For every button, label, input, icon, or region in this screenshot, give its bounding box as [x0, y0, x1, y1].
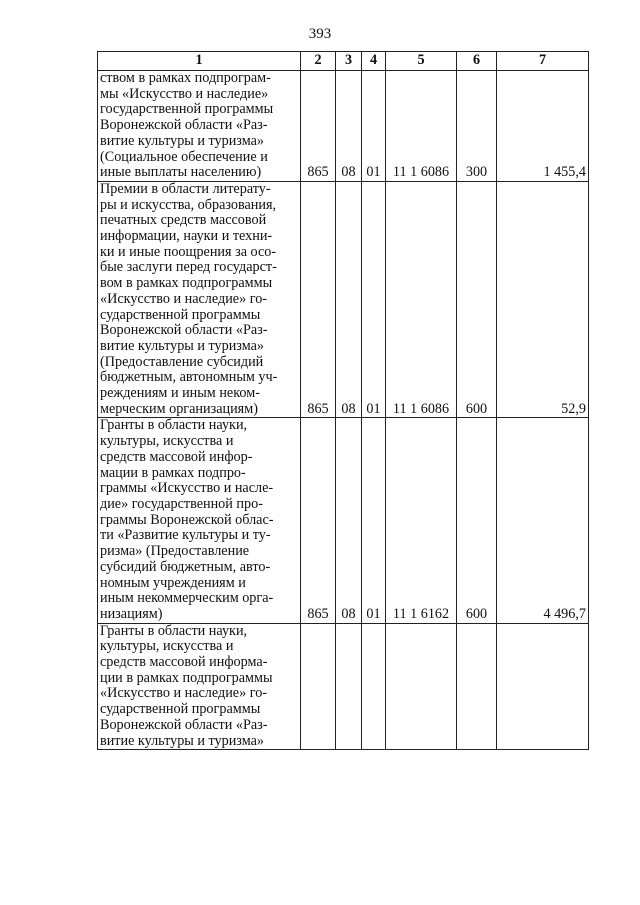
row-subsection-code: 01 [362, 71, 386, 182]
row-description: Гранты в области науки, культуры, искусства и средств массовой инфор- мации в рамках подпро- граммы «Искусство и насле- дие» государственной про- граммы Воронежской облас- ти «Развитие культуры и ту- ризма» (Предоставление субсидий бюджетным, авто- номным учреждениям и иным некоммерческим орга- низациям) [98, 418, 301, 623]
budget-table [97, 51, 589, 750]
row-description: Гранты в области науки, культуры, искусства и средств массовой информа- ции в рамках подпрограммы «Искусство и наследие» го- сударственной программы Воронежской области «Раз- витие культуры и туризма» [98, 623, 301, 750]
header-col-3: 3 [336, 52, 362, 71]
row-target-code: 11 1 6086 [386, 181, 457, 418]
row-ministry-code [301, 623, 336, 750]
header-col-4: 4 [362, 52, 386, 71]
row-amount: 4 496,7 [497, 418, 589, 623]
row-section-code: 08 [336, 71, 362, 182]
row-subsection-code: 01 [362, 181, 386, 418]
header-col-2: 2 [301, 52, 336, 71]
row-amount: 1 455,4 [497, 71, 589, 182]
row-ministry-code: 865 [301, 181, 336, 418]
page-number: 393 [308, 26, 332, 42]
row-target-code: 11 1 6162 [386, 418, 457, 623]
table-row [98, 181, 589, 418]
header-col-7: 7 [497, 52, 589, 71]
row-amount [497, 623, 589, 750]
row-section-code [336, 623, 362, 750]
row-expense-type: 600 [457, 181, 497, 418]
table-row [98, 418, 589, 623]
table-row [98, 71, 589, 182]
header-col-6: 6 [457, 52, 497, 71]
row-section-code: 08 [336, 181, 362, 418]
row-ministry-code: 865 [301, 71, 336, 182]
row-description: Премии в области литерату- ры и искусства, образования, печатных средств массовой информации, науки и техни- ки и иные поощрения за осо- бые заслуги перед государст- вом в рамках подпрограммы «Искусство и наследие» го- сударственной программы Воронежской области «Раз- витие культуры и туризма» (Предоставление субсидий бюджетным, автономным уч- реждениям и иным неком- мерческим организациям) [98, 181, 301, 418]
header-col-1: 1 [98, 52, 301, 71]
row-description: ством в рамках подпрограм- мы «Искусство и наследие» государственной программы Воронежской области «Раз- витие культуры и туризма» (Социальное обеспечение и иные выплаты населению) [98, 71, 301, 182]
row-section-code: 08 [336, 418, 362, 623]
row-ministry-code: 865 [301, 418, 336, 623]
table-row [98, 623, 589, 750]
header-col-5: 5 [386, 52, 457, 71]
row-expense-type: 600 [457, 418, 497, 623]
row-target-code [386, 623, 457, 750]
row-target-code: 11 1 6086 [386, 71, 457, 182]
row-expense-type: 300 [457, 71, 497, 182]
row-subsection-code: 01 [362, 418, 386, 623]
row-expense-type [457, 623, 497, 750]
table-header-row [98, 52, 589, 71]
row-amount: 52,9 [497, 181, 589, 418]
row-subsection-code [362, 623, 386, 750]
